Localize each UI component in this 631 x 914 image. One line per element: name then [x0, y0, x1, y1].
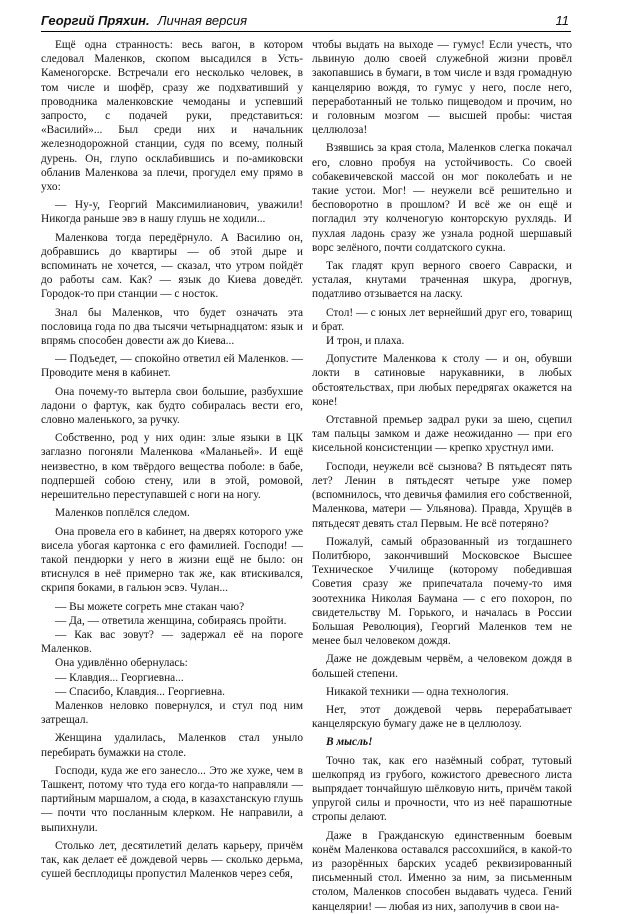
dialogue-line: — Да, — ответила женщина, собираясь пройти.	[55, 614, 287, 627]
dialogue-line: — Вы можете согреть мне стакан чаю?	[55, 600, 245, 613]
paragraph: Ещё одна странность: весь вагон, в котором следовал Маленков, скопом высадился в Усть-Каменогорске. Встречали его несколько человек, в том числе и шофёр, сразу же подхвативший у проводника маленковские чемоданы и успевший запросто, с подачей руки, представиться: «Василий»... Был среди них и начальник железнодорожной станции, судя по всему, полный дурень. Он, глупо осклабившись и по-амиковски обланив Маленкова за плечи, прогудел ему прямо в ухо:	[41, 39, 303, 194]
paragraph: Допустите Маленкова к столу — и он, обувши локти в сатиновые нарукавники, в любых обстоятельствах, при любых передрягах окажется на коне!	[312, 353, 572, 408]
paragraph: Господи, неужели всё сызнова? В пятьдесят пять лет? Ленин в пятьдесят четыре уже помер (вспомнилось, что девичья фамилия его собственной, Маленкова, матери — Ульянова). Правда, Хрущёв в пятьдесят девять стал Первым. Не всё потеряно?	[312, 460, 572, 530]
left-column	[41, 38, 303, 881]
paragraph: Отставной премьер задрал руки за шею, сцепил там пальцы замком и даже неожиданно — при его кисельной консистенции — крепко хрустнул ими.	[312, 414, 572, 455]
emphasis-line: В мысль!	[326, 736, 373, 749]
right-column	[312, 38, 572, 913]
paragraph: — Подъедет, — спокойно ответил ей Маленков. — Проводите меня в кабинет.	[41, 353, 303, 380]
paragraph: Господи, куда же его занесло... Это же хуже, чем в Ташкент, потому что туда его когда-то направляли — партийным маршалом, а сюда, в казахстанскую глушь — почти что посланным клерком. Не направили, а выпихнули.	[41, 764, 303, 834]
paragraph: Никакой техники — одна технология.	[326, 685, 509, 698]
page-number: 11	[555, 13, 569, 28]
header-title: Личная версия	[157, 13, 248, 28]
paragraph: Взявшись за края стола, Маленков слегка покачал его, словно пробуя на устойчивость. Со своей собакевичевской массой он мог поколебать и не такие устои. Мог! — неужели всё решительно и бесповоротно в прошлом? И всё же он ещё и погладил эту колченогую конторскую рухлядь. И пухлая ладонь сразу же узнала родной шершавый ворс зелёного, почти солдатского сукна.	[312, 142, 572, 254]
paragraph: Нет, этот дождевой червь перерабатывает канцелярскую бумагу даже не в целлюлозу.	[312, 703, 572, 731]
paragraph: Маленков поплёлся следом.	[55, 507, 190, 520]
paragraph: Собственно, род у них один: злые языки в ЦК заглазно погоняли Маленкова «Маланьей». И ещё неизвестно, в ком твёрдого вещества поболе: в бабе, подпершей собою стену, или в этой, ромовой, нерешительно переступавшей с ноги на ногу.	[41, 432, 303, 502]
paragraph: Маленкова тогда передёрнуло. А Василию он, добравшись до квартиры — об этой дыре и вспоминать не хочется, — сказал, что утром пойдёт до работы сам. Как? — язык до Киева доведёт. Городок-то при станции — с носток.	[41, 231, 303, 301]
paragraph: Знал бы Маленков, что будет означать эта пословица года по два тысячи четырнадцатом: язык и впрямь способен довести аж до Киева...	[41, 306, 303, 348]
paragraph: Столько лет, десятилетий делать карьеру, причём так, как делает её дождевой червь — сколько дерьма, сушей бесплодицы пропустил Маленков через себя,	[41, 839, 303, 881]
paragraph: Даже в Гражданскую единственным боевым конём Маленкова оставался рассохшийся, в какой-то из разорённых барских усадеб реквизированный письменный стол. Именно за ним, за письменным столом, Маленков способен выдавать чудеса. Гений канцелярии! — любая из них, заполучив в свои на-	[312, 829, 572, 913]
header-author: Георгий Пряхин.	[41, 13, 150, 28]
dialogue-line: — Как вас зовут? — задержал её на пороге Маленков.	[41, 628, 303, 656]
paragraph: И трон, и плаха.	[326, 335, 405, 348]
paragraph: Стол! — с юных лет вернейший друг его, товарищ и брат.	[312, 306, 572, 333]
paragraph: Она провела его в кабинет, на дверях которого уже висела убогая картонка с его фамилией. Господи! — такой пендюрки у него в жизни ещё не было: он втиснулся в неё примерно так же, как втискивался, скрипя боками, в гальюн эсвэ. Чулан...	[41, 525, 303, 595]
paragraph: Она почему-то вытерла свои большие, разбухшие ладони о фартук, как будто собиралась вести его, словно маленького, за ручку.	[41, 385, 303, 427]
paragraph: Даже не дождевым червём, а человеком дождя в большей степени.	[312, 653, 572, 680]
page-header	[41, 13, 571, 32]
paragraph: Точно так, как его назёмный собрат, тутовый шелкопряд из грубого, кожистого древесного листа выпрядает тончайшую шёлковую нить, причём такой упругой силы и прочности, что из неё парашютные стропы делают.	[312, 754, 572, 824]
dialogue-line: Она удивлённо обернулась:	[55, 657, 188, 670]
paragraph: — Ну-у, Георгий Максимилианович, уважили! Никогда раньше эвэ в нашу глушь не ходили...	[41, 199, 303, 226]
paragraph: чтобы выдать на выходе — гумус! Если учесть, что львиную долю своей служебной жизни провёл закопавшись в бумаги, в том числе и вздя громадную канцелярию вождя, то гумус у него, после него, переработанный не только пищеводом и прочим, но и головным мозгом — высшей пробы: чистая целлюлоза!	[312, 39, 572, 137]
paragraph: Пожалуй, самый образованный из тогдашнего Политбюро, закончивший Московское Высшее Техническое Училище (которому победившая Советия сразу же припечатала почему-то имя зоотехника Николая Баумана — с его похорон, по свидетельству М. Горького, и началась в России Большая Революция), Георгий Маленков тем не менее был человеком дождя.	[312, 535, 572, 648]
paragraph: Маленков неловко повернулся, и стул под ним затрещал.	[41, 699, 303, 727]
dialogue-line: — Спасибо, Клавдия... Георгиевна.	[55, 685, 225, 698]
dialogue-line: — Клавдия... Георгиевна...	[55, 671, 184, 684]
paragraph: Так гладят круп верного своего Савраски, и усталая, кнутами траченная шкура, дрогнув, податливо отзывается на ласку.	[312, 260, 572, 301]
paragraph: Женщина удалилась, Маленков стал уныло перебирать бумажки на столе.	[41, 732, 303, 759]
